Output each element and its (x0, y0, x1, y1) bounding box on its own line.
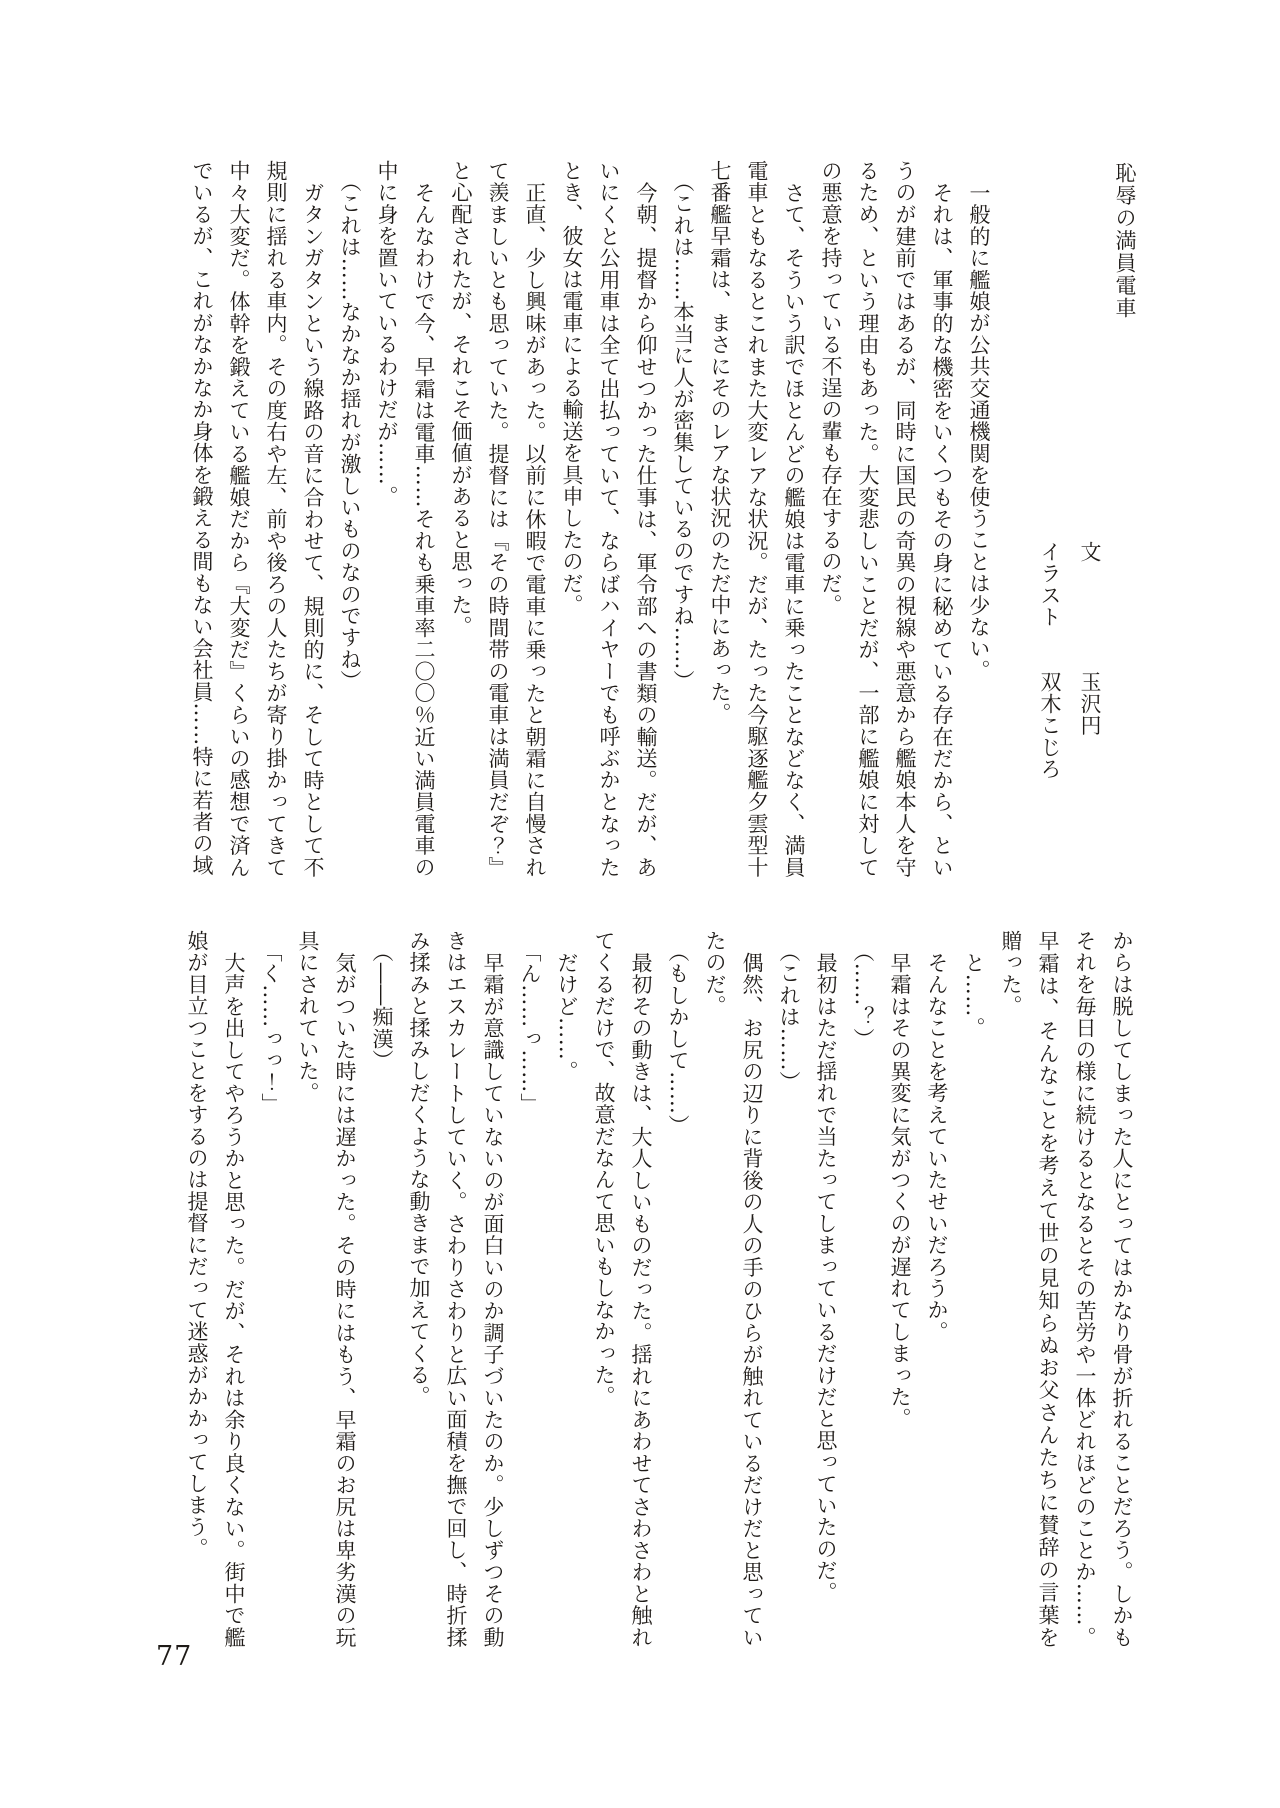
paragraph: そんなことを考えていたせいだろうか。 (925, 952, 949, 1343)
paragraph: ガタンガタンという線路の音に合わせて、規則的に、そして時として不規則に揺れる車内。その度右や左、前や後ろの人たちが寄り掛かってきて中々大変だ。体幹を鍛えている艦娘だから『大変だ』くらいの感想で済んでいるが、これがなかなか身体を鍛える間もない会社員……特に若者の域 (190, 160, 325, 878)
paragraph: からは脱してしまった人にとってはかなり骨が折れることだろう。しかもそれを毎日の様に続けるとなるとその苦労や一体どれほどのことか……。早霜は、そんなことを考えて世の見知らぬお父さんたちに賛辞の言葉を贈った。 (999, 930, 1134, 1648)
paragraph: 正直、少し興味があった。以前に休暇で電車に乗ったと朝霜に自慢されて羨ましいとも思っていた。提督には『その時間帯の電車は満員だぞ？』と心配されたが、それこそ価値があると思った。 (449, 160, 547, 878)
paragraph: （もしかして……） (666, 941, 690, 1137)
paragraph: （……？） (851, 941, 875, 1050)
body-text-top-block (183, 160, 997, 878)
paragraph: だけど……。 (555, 952, 579, 1083)
paragraph: 偶然、お尻の辺りに背後の人の手のひらが触れているだけだと思っていたのだ。 (703, 930, 764, 1648)
credits (1030, 541, 1110, 861)
paragraph: 早霜はその異変に気がつくのが遅れてしまった。 (888, 952, 912, 1430)
paragraph: （これは……なかなか揺れが激しいものなのですね） (338, 171, 362, 692)
page-number: 77 (156, 1641, 193, 1672)
illustrator-credit: イラスト 双木こじろ (1038, 541, 1062, 780)
writer-credit: 文 玉沢円 (1078, 541, 1102, 737)
paragraph: （――痴漢） (370, 941, 394, 1072)
paragraph: 「く……っっ！」 (259, 941, 283, 1115)
paragraph: （これは……本当に人が密集しているのですね……） (671, 171, 695, 692)
paragraph: と……。 (962, 952, 986, 1039)
paragraph: そんなわけで今、早霜は電車……それも乗車率二〇〇％近い満員電車の中に身を置いているわけだが……。 (375, 160, 436, 878)
paragraph: 早霜が意識していないのが面白いのか調子づいたのか。少しずつその動きはエスカレートしていく。さわりさわりと広い面積を撫で回し、時折揉み揉みと揉みしだくような動きまで加えてくる。 (407, 930, 505, 1648)
paragraph: 最初その動きは、大人しいものだった。揺れにあわせてさわさわと触れてくるだけで、故意だなんて思いもしなかった。 (592, 930, 653, 1648)
paragraph: 一般的に艦娘が公共交通機関を使うことは少ない。 (967, 182, 991, 682)
paragraph: （これは……） (777, 941, 801, 1093)
page-title: 恥辱の満員電車 (1113, 162, 1137, 320)
paragraph: 今朝、提督から仰せつかった仕事は、軍令部への書類の輸送。だが、あいにくと公用車は全て出払っていて、ならばハイヤーでも呼ぶかとなったとき、彼女は電車による輸送を具申したのだ。 (560, 160, 658, 878)
paragraph: 最初はただ揺れで当たってしまっているだけだと思っていたのだ。 (814, 952, 838, 1603)
paragraph: さて、そういう訳でほとんどの艦娘は電車に乗ったことなどなく、満員電車ともなるとこれまた大変レアな状況。だが、たった今駆逐艦夕雲型十七番艦早霜は、まさにそのレアな状況のただ中にあった。 (708, 160, 806, 878)
paragraph: それは、軍事的な機密をいくつもその身に秘めている存在だから、というのが建前ではあるが、同時に国民の奇異の視線や悪意から艦娘本人を守るため、という理由もあった。大変悲しいことだが、一部に艦娘に対しての悪意を持っている不逞の輩も存在するのだ。 (819, 160, 954, 878)
paragraph: 大声を出してやろうかと思った。だが、それは余り良くない。街中で艦娘が目立つことをするのは提督にだって迷惑がかかってしまう。 (185, 930, 246, 1648)
paragraph: 「ん……っ……」 (518, 941, 542, 1115)
paragraph: 気がついた時には遅かった。その時にはもう、早霜のお尻は卑劣漢の玩具にされていた。 (296, 930, 357, 1648)
body-text-bottom-block (178, 930, 1140, 1648)
